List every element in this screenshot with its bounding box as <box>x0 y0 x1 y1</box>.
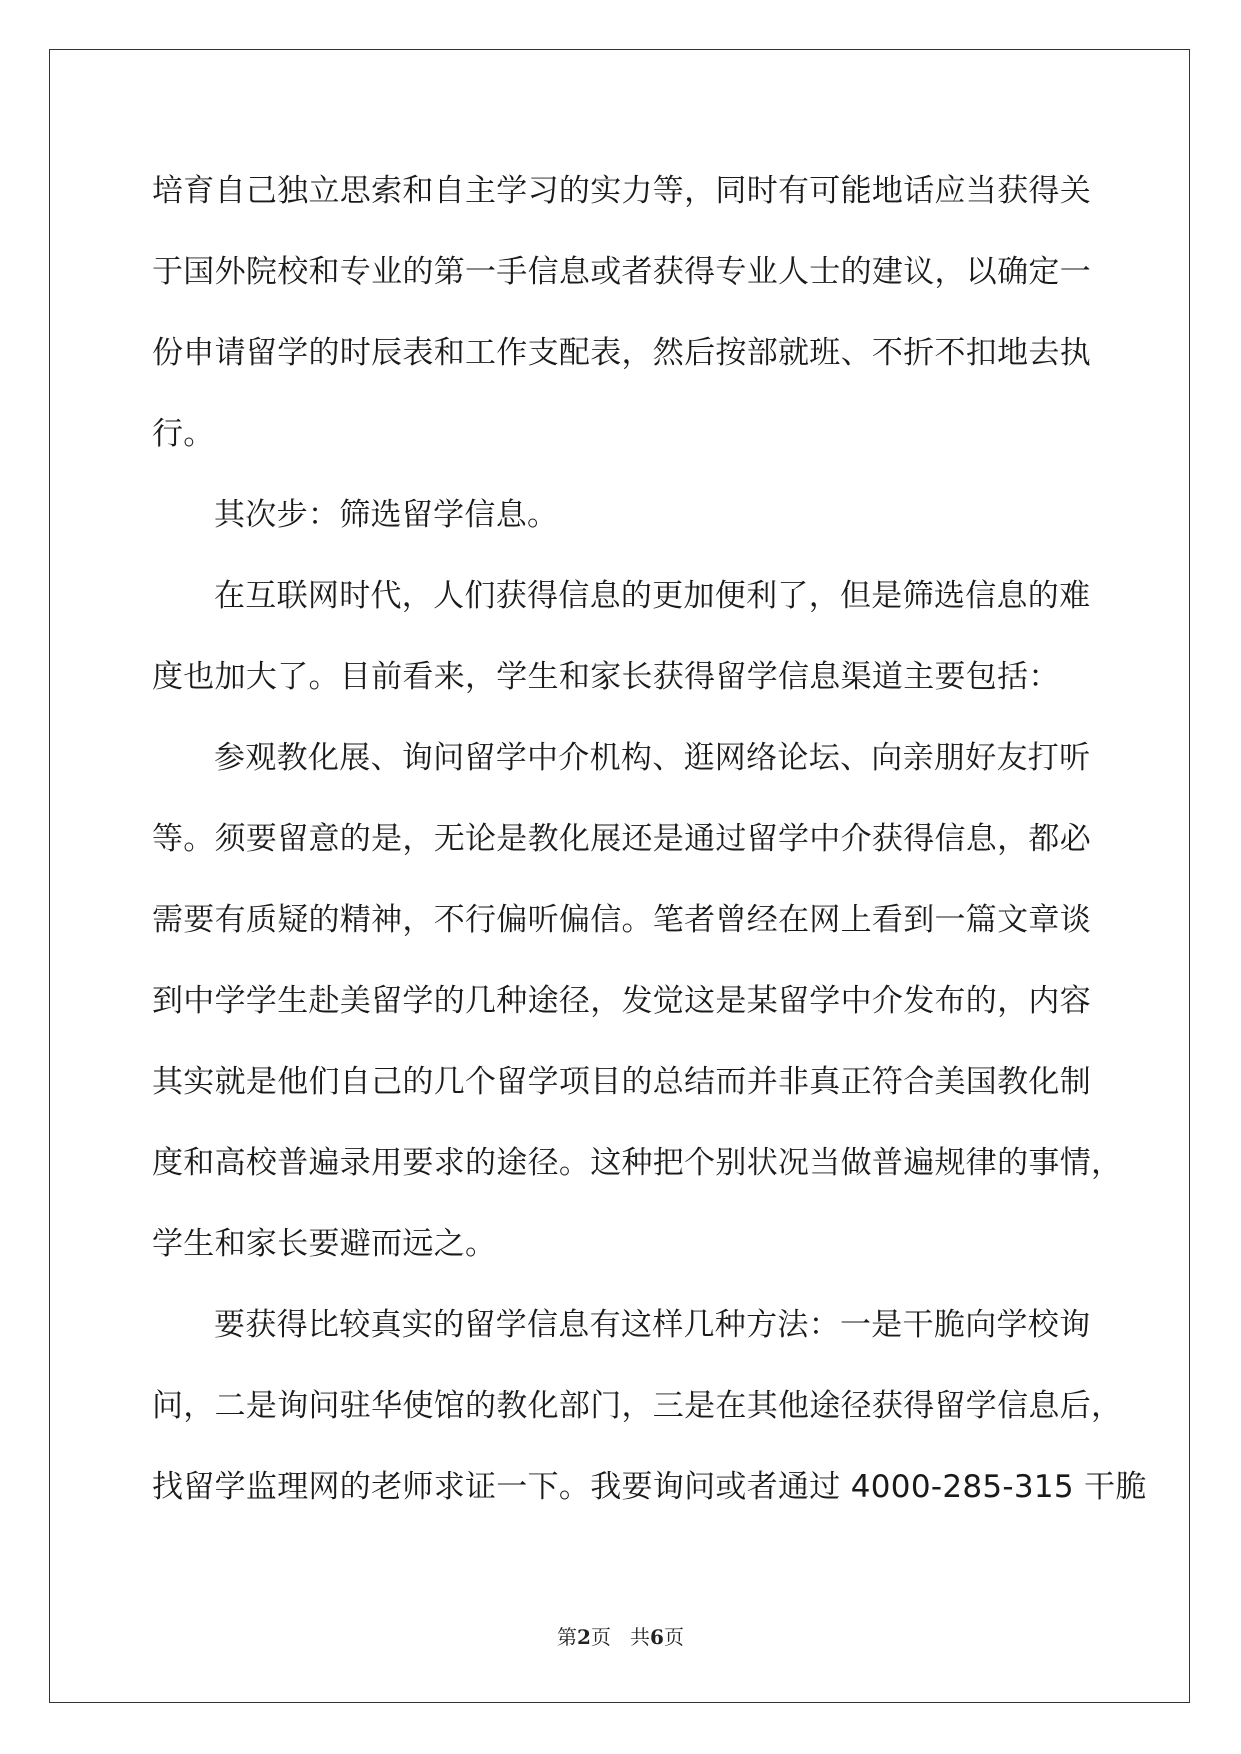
text-line: 等。须要留意的是，无论是教化展还是通过留学中介获得信息，都必 <box>152 821 1091 857</box>
text-line: 问，二是询问驻华使馆的教化部门，三是在其他途径获得留学信息后， <box>152 1388 1123 1424</box>
document-body <box>152 163 1147 1540</box>
text-line: 培育自己独立思索和自主学习的实力等，同时有可能地话应当获得关 <box>152 173 1091 209</box>
text-line: 度和高校普遍录用要求的途径。这种把个别状况当做普遍规律的事情， <box>152 1145 1123 1181</box>
page-suffix: 页 <box>663 1625 684 1649</box>
text-line: 到中学学生赴美留学的几种途径，发觉这是某留学中介发布的，内容 <box>152 983 1091 1019</box>
page-prefix: 第 <box>557 1625 578 1649</box>
page-current: 2 <box>577 1625 591 1649</box>
text-line: 其实就是他们自己的几个留学项目的总结而并非真正符合美国教化制 <box>152 1064 1091 1100</box>
text-line: 在互联网时代，人们获得信息的更加便利了，但是筛选信息的难 <box>214 578 1091 614</box>
page-middle: 页 共 <box>590 1625 651 1649</box>
text-line: 参观教化展、询问留学中介机构、逛网络论坛、向亲朋好友打听 <box>214 740 1091 776</box>
text-line: 份申请留学的时辰表和工作支配表，然后按部就班、不折不扣地去执 <box>152 335 1091 371</box>
text-line: 学生和家长要避而远之。 <box>152 1226 497 1262</box>
text-line: 行。 <box>152 416 215 452</box>
text-line: 其次步：筛选留学信息。 <box>214 497 559 533</box>
page-total: 6 <box>650 1625 664 1649</box>
text-line: 需要有质疑的精神，不行偏听偏信。笔者曾经在网上看到一篇文章谈 <box>152 902 1091 938</box>
page-footer <box>0 1621 1241 1650</box>
text-line: 于国外院校和专业的第一手信息或者获得专业人士的建议，以确定一 <box>152 254 1091 290</box>
text-line: 找留学监理网的老师求证一下。我要询问或者通过 4000-285-315 干脆 <box>152 1469 1147 1505</box>
text-line: 度也加大了。目前看来，学生和家长获得留学信息渠道主要包括： <box>152 659 1060 695</box>
text-line: 要获得比较真实的留学信息有这样几种方法：一是干脆向学校询 <box>214 1307 1091 1343</box>
